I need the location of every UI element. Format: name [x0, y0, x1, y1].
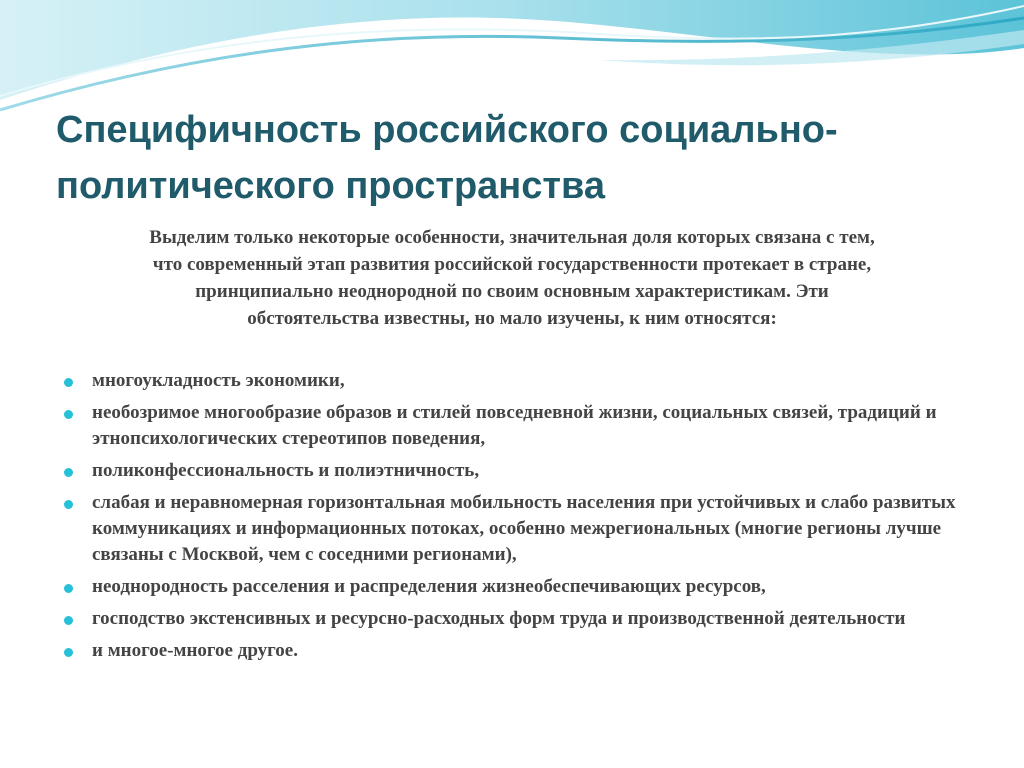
bullet-dot-icon	[64, 410, 73, 419]
list-item	[62, 606, 982, 632]
intro-line: что современный этап развития российской государственности протекает в стране,	[152, 254, 872, 275]
bullet-dot-icon	[64, 378, 73, 387]
bullet-dot-icon	[64, 648, 73, 657]
list-item	[62, 400, 982, 452]
intro-line: обстоятельства известны, но мало изучены, к ним относятся:	[247, 308, 777, 329]
list-item-text: многоукладность экономики,	[92, 370, 345, 391]
list-item	[62, 638, 982, 664]
list-item	[62, 490, 982, 568]
list-item	[62, 458, 982, 484]
list-item-text: необозримое многообразие образов и стилей повседневной жизни, социальных связей, традиций и этнопсихологических стереотипов поведения,	[92, 402, 937, 449]
bullet-dot-icon	[64, 616, 73, 625]
intro-line: принципиально неоднородной по своим основным характеристикам. Эти	[195, 281, 829, 302]
list-item	[62, 368, 982, 394]
bullet-dot-icon	[64, 584, 73, 593]
bullet-dot-icon	[64, 500, 73, 509]
list-item	[62, 574, 982, 600]
slide-title: Специфичность российского социально-политического пространства	[56, 109, 838, 207]
intro-line: Выделим только некоторые особенности, значительная доля которых связана с тем,	[149, 227, 875, 248]
feature-list	[62, 368, 982, 670]
list-item-text: слабая и неравномерная горизонтальная мобильность населения при устойчивых и слабо развитых коммуникациях и информационных потоках, особенно межрегиональных (многие регионы лучше связаны с Москвой, чем с соседними регионами),	[92, 492, 956, 565]
list-item-text: и многое-многое другое.	[92, 640, 298, 661]
bullet-dot-icon	[64, 468, 73, 477]
intro-paragraph	[60, 224, 964, 332]
list-item-text: поликонфессиональность и полиэтничность,	[92, 460, 480, 481]
list-item-text: господство экстенсивных и ресурсно-расходных форм труда и производственной деятельности	[92, 608, 906, 629]
list-item-text: неоднородность расселения и распределения жизнеобеспечивающих ресурсов,	[92, 576, 766, 597]
